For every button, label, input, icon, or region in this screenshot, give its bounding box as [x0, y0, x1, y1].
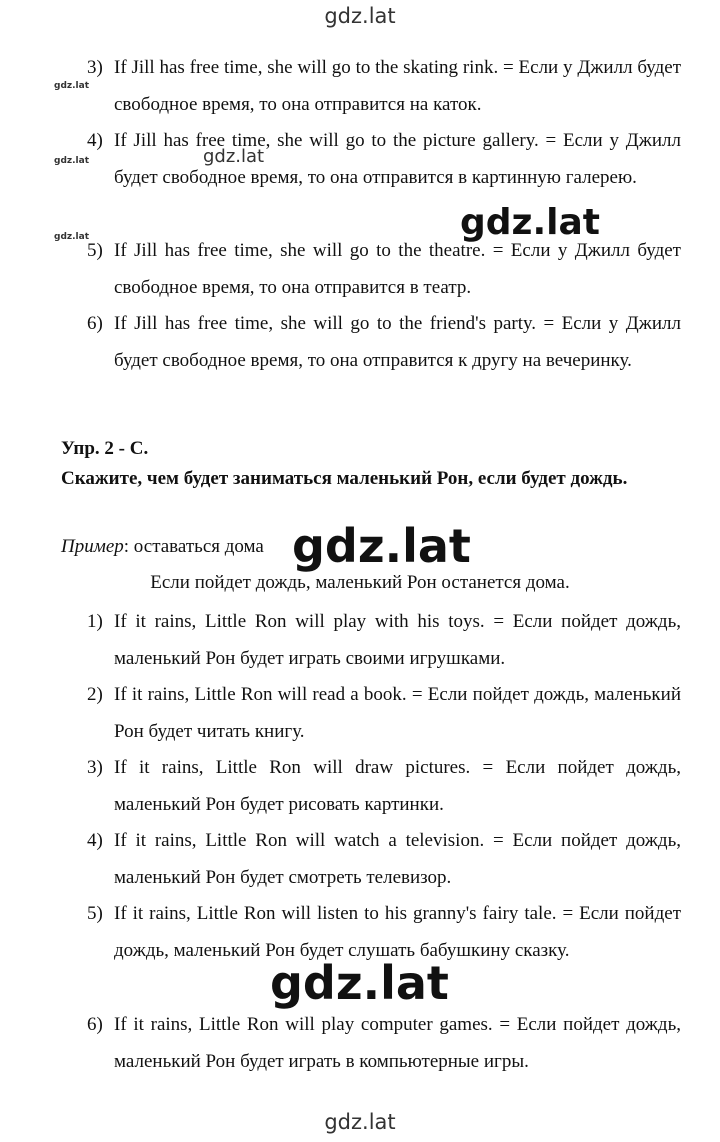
watermark-small: gdz.lat	[54, 232, 90, 242]
item-text: If it rains, Little Ron will watch a television. = Если пойдет дождь, маленький Рон будет смотреть телевизор.	[114, 830, 681, 888]
item-text: If it rains, Little Ron will play with his toys. = Если пойдет дождь, маленький Рон будет играть своими игрушками.	[114, 611, 681, 669]
item-number: 1)	[87, 611, 103, 632]
list-item-jill-3	[87, 50, 681, 123]
list-item-jill-4	[87, 123, 681, 196]
item-number: 3)	[87, 57, 103, 78]
item-text: If Jill has free time, she will go to the picture gallery. = Если у Джилл будет свободное время, то она отправится в картинную галерею.	[114, 130, 681, 188]
item-number: 6)	[87, 1014, 103, 1035]
list-item-jill-5	[87, 233, 681, 306]
watermark-top: gdz.lat	[324, 4, 396, 28]
list-item-ron-1	[87, 604, 681, 677]
item-text: If it rains, Little Ron will listen to his granny's fairy tale. = Если пойдет дождь, маленький Рон будет слушать бабушкину сказку.	[114, 903, 681, 961]
watermark-small: gdz.lat	[54, 156, 90, 166]
item-number: 6)	[87, 313, 103, 334]
list-item-ron-4	[87, 823, 681, 896]
list-item-ron-2	[87, 677, 681, 750]
watermark-small: gdz.lat	[54, 81, 90, 91]
item-text: If it rains, Little Ron will draw pictures. = Если пойдет дождь, маленький Рон будет рисовать картинки.	[114, 757, 681, 815]
watermark-big: gdz.lat	[292, 519, 471, 573]
watermark-mid: gdz.lat	[203, 146, 265, 167]
item-text: If Jill has free time, she will go to the skating rink. = Если у Джилл будет свободное время, то она отправится на каток.	[114, 57, 681, 115]
exercise-heading: Упр. 2 - C.	[61, 438, 149, 459]
list-item-ron-3	[87, 750, 681, 823]
watermark-bottom: gdz.lat	[324, 1110, 396, 1134]
item-text: If Jill has free time, she will go to the friend's party. = Если у Джилл будет свободное время, то она отправится к другу на вечеринку.	[114, 313, 681, 371]
example-line	[61, 536, 264, 558]
watermark-big: gdz.lat	[270, 956, 449, 1010]
example-text: : оставаться дома	[123, 536, 264, 557]
item-text: If it rains, Little Ron will play computer games. = Если пойдет дождь, маленький Рон будет играть в компьютерные игры.	[114, 1014, 681, 1072]
exercise-task: Скажите, чем будет заниматься маленький Рон, если будет дождь.	[61, 468, 628, 489]
item-text: If Jill has free time, she will go to the theatre. = Если у Джилл будет свободное время, то она отправится в театр.	[114, 240, 681, 298]
watermark-big: gdz.lat	[460, 202, 601, 243]
example-result: Если пойдет дождь, маленький Рон останется дома.	[150, 572, 570, 593]
list-item-ron-6	[87, 1007, 681, 1080]
item-number: 2)	[87, 684, 103, 705]
item-number: 5)	[87, 240, 103, 261]
list-item-jill-6	[87, 306, 681, 379]
example-label: Пример	[61, 536, 124, 557]
item-number: 4)	[87, 830, 103, 851]
item-number: 4)	[87, 130, 103, 151]
item-text: If it rains, Little Ron will read a book. = Если пойдет дождь, маленький Рон будет читать книгу.	[114, 684, 681, 742]
item-number: 5)	[87, 903, 103, 924]
item-number: 3)	[87, 757, 103, 778]
